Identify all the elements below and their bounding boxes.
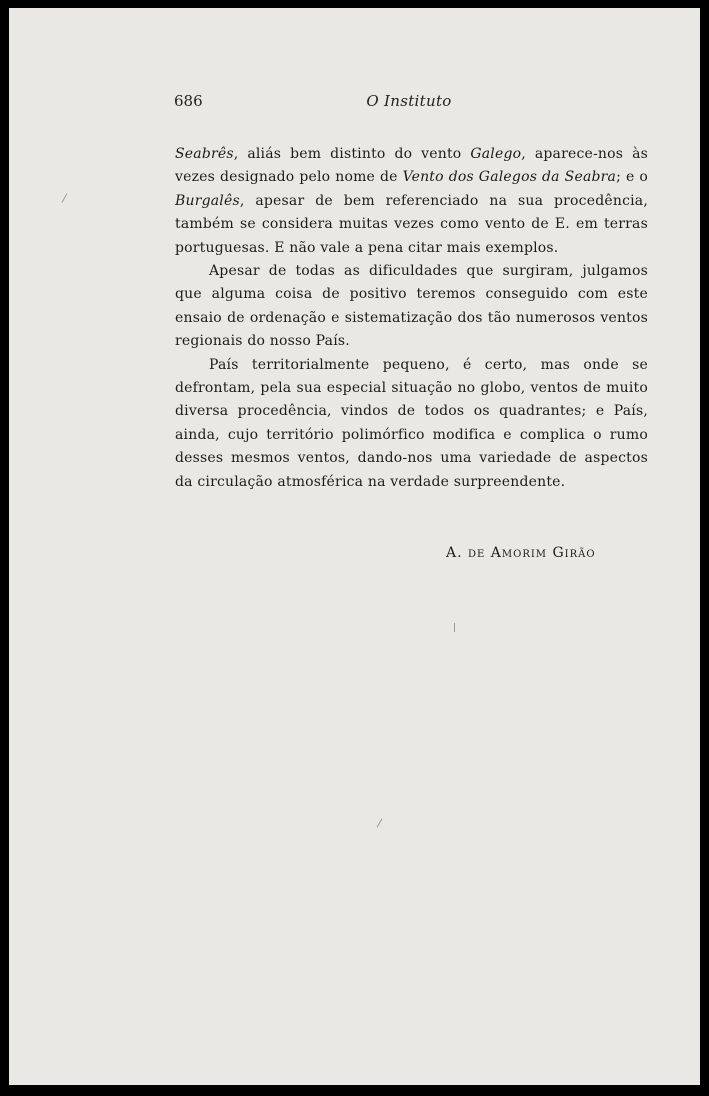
term-galego: Galego [470,146,522,162]
page-number: 686 [174,92,203,110]
paper-speck [454,623,455,632]
paragraph-2: Apesar de todas as dificuldades que surgiram, julgamos que alguma coisa de positivo teremos conseguido com este ensaio de ordenação e sistematização dos tão numerosos ventos regionais do nosso País. [175,263,648,350]
book-page [9,8,700,1085]
text-segment: ; e o [616,169,649,186]
term-burgales: Burgalês [175,192,240,209]
text-segment: , aparece-nos às vezes designado pelo nome de [175,146,648,186]
page-header [174,92,644,116]
running-title: O Instituto [366,92,452,110]
term-vento-dos-galegos: Vento dos Galegos da Seabra [402,169,617,186]
text-segment: , aliás bem distinto do vento [233,146,471,162]
text-segment: , apesar de bem referenciado na sua procedência, também se considera muitas vezes como vento de E. em terras portuguesas. E não vale a pena citar mais exemplos. [175,192,648,256]
paragraph-1 [175,143,648,260]
term-seabres: Seabrês [175,146,234,162]
paper-speck [62,193,68,202]
paragraph-3: País territorialmente pequeno, é certo, mas onde se defrontam, pela sua especial situação no globo, ventos de muito diversa procedência, vindos de todos os quadrantes; e País, ainda, cujo território polimórfico modifica e complica o rumo desses mesmos ventos, dando-nos uma variedade de aspectos da circulação atmosférica na verdade surpreendente. [175,356,648,490]
paper-speck [377,818,383,827]
author-signature: A. de Amorim Girão [446,545,596,561]
body-text [175,143,648,494]
